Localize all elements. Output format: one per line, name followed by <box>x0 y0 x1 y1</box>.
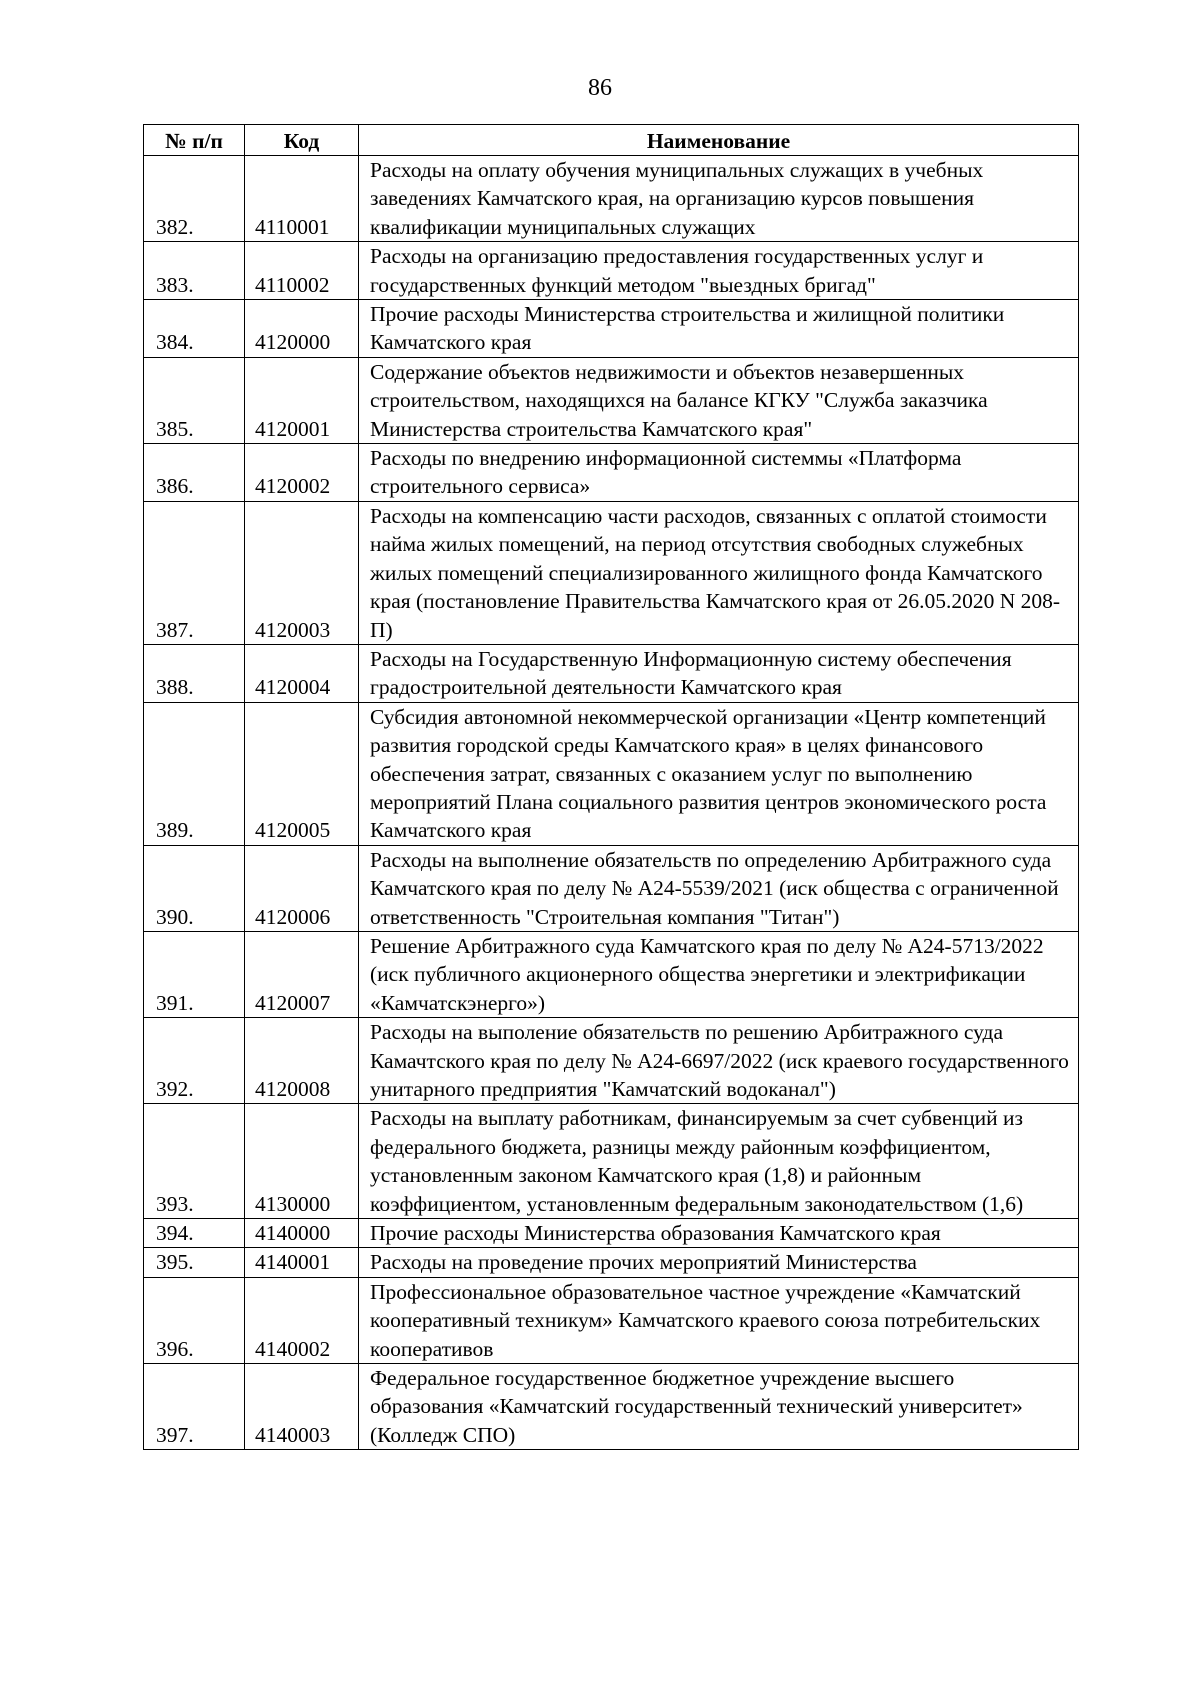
row-number: 396. <box>144 1277 245 1363</box>
row-code: 4120000 <box>245 300 359 358</box>
row-name: Профессиональное образовательное частное учреждение «Камчатский кооперативный техникум» Камчатского краевого союза потребительских кооперативов <box>359 1277 1079 1363</box>
row-name: Федеральное государственное бюджетное учреждение высшего образования «Камчатский государственный технический университет» (Колледж СПО) <box>359 1364 1079 1450</box>
row-number: 395. <box>144 1248 245 1277</box>
row-number: 388. <box>144 644 245 702</box>
row-number: 387. <box>144 501 245 644</box>
row-number: 392. <box>144 1018 245 1104</box>
row-name: Расходы на организацию предоставления государственных услуг и государственных функций методом "выездных бригад" <box>359 242 1079 300</box>
row-number: 384. <box>144 300 245 358</box>
row-name: Расходы по внедрению информационной системмы «Платформа строительного сервиса» <box>359 444 1079 502</box>
row-name: Прочие расходы Министерства образования Камчатского края <box>359 1219 1079 1248</box>
row-name: Расходы на проведение прочих мероприятий Министерства <box>359 1248 1079 1277</box>
table-row <box>144 1248 1079 1277</box>
row-code: 4140000 <box>245 1219 359 1248</box>
row-code: 4110001 <box>245 156 359 242</box>
row-name: Расходы на Государственную Информационную систему обеспечения градостроительной деятельности Камчатского края <box>359 644 1079 702</box>
table-row <box>144 501 1079 644</box>
row-name: Расходы на компенсацию части расходов, связанных с оплатой стоимости найма жилых помещений, на период отсутствия свободных служебных жилых помещений специализированного жилищного фонда Камчатского края (постановление Правительства Камчатского края от 26.05.2020 N 208-П) <box>359 501 1079 644</box>
row-code: 4140002 <box>245 1277 359 1363</box>
table-row <box>144 1018 1079 1104</box>
header-code: Код <box>245 125 359 156</box>
table-row <box>144 1104 1079 1219</box>
table-row <box>144 156 1079 242</box>
row-number: 389. <box>144 702 245 845</box>
row-name: Расходы на выплату работникам, финансируемым за счет субвенций из федерального бюджета, разницы между районным коэффициентом, установленным законом Камчатского края (1,8) и районным коэффициентом, установленным федеральным законодательством (1,6) <box>359 1104 1079 1219</box>
row-code: 4120001 <box>245 357 359 443</box>
row-name: Решение Арбитражного суда Камчатского края по делу № А24-5713/2022 (иск публичного акционерного общества энергетики и электрификации «Камчатскэнерго») <box>359 931 1079 1017</box>
row-code: 4120003 <box>245 501 359 644</box>
row-number: 394. <box>144 1219 245 1248</box>
header-name: Наименование <box>359 125 1079 156</box>
row-number: 390. <box>144 845 245 931</box>
page-number: 86 <box>588 75 612 101</box>
row-code: 4120004 <box>245 644 359 702</box>
table-row <box>144 644 1079 702</box>
row-name: Субсидия автономной некоммерческой организации «Центр компетенций развития городской среды Камчатского края» в целях финансового обеспечения затрат, связанных с оказанием услуг по выполнению мероприятий Плана социального развития центров экономического роста Камчатского края <box>359 702 1079 845</box>
row-number: 383. <box>144 242 245 300</box>
table-row <box>144 1219 1079 1248</box>
row-number: 397. <box>144 1364 245 1450</box>
row-code: 4120006 <box>245 845 359 931</box>
budget-codes-table <box>143 124 1079 1450</box>
row-code: 4120007 <box>245 931 359 1017</box>
table-row <box>144 931 1079 1017</box>
row-number: 391. <box>144 931 245 1017</box>
row-name: Расходы на оплату обучения муниципальных служащих в учебных заведениях Камчатского края, на организацию курсов повышения квалификации муниципальных служащих <box>359 156 1079 242</box>
row-code: 4110002 <box>245 242 359 300</box>
table-header-row <box>144 125 1079 156</box>
row-name: Расходы на выполнение обязательств по определению Арбитражного суда Камчатского края по делу № А24-5539/2021 (иск общества с ограниченной ответственность "Строительная компания "Титан") <box>359 845 1079 931</box>
row-number: 393. <box>144 1104 245 1219</box>
table-row <box>144 702 1079 845</box>
row-code: 4120002 <box>245 444 359 502</box>
row-name: Содержание объектов недвижимости и объектов незавершенных строительством, находящихся на балансе КГКУ "Служба заказчика Министерства строительства Камчатского края" <box>359 357 1079 443</box>
table-row <box>144 444 1079 502</box>
table-row <box>144 242 1079 300</box>
row-number: 386. <box>144 444 245 502</box>
table-row <box>144 1364 1079 1450</box>
table-row <box>144 357 1079 443</box>
table-row <box>144 300 1079 358</box>
row-number: 385. <box>144 357 245 443</box>
row-number: 382. <box>144 156 245 242</box>
row-code: 4140003 <box>245 1364 359 1450</box>
row-name: Расходы на выполение обязательств по решению Арбитражного суда Камачтского края по делу № А24-6697/2022 (иск краевого государственного унитарного предприятия "Камчатский водоканал") <box>359 1018 1079 1104</box>
row-name: Прочие расходы Министерства строительства и жилищной политики Камчатского края <box>359 300 1079 358</box>
table-row <box>144 845 1079 931</box>
table-row <box>144 1277 1079 1363</box>
row-code: 4120008 <box>245 1018 359 1104</box>
row-code: 4120005 <box>245 702 359 845</box>
row-code: 4130000 <box>245 1104 359 1219</box>
row-code: 4140001 <box>245 1248 359 1277</box>
header-number: № п/п <box>144 125 245 156</box>
